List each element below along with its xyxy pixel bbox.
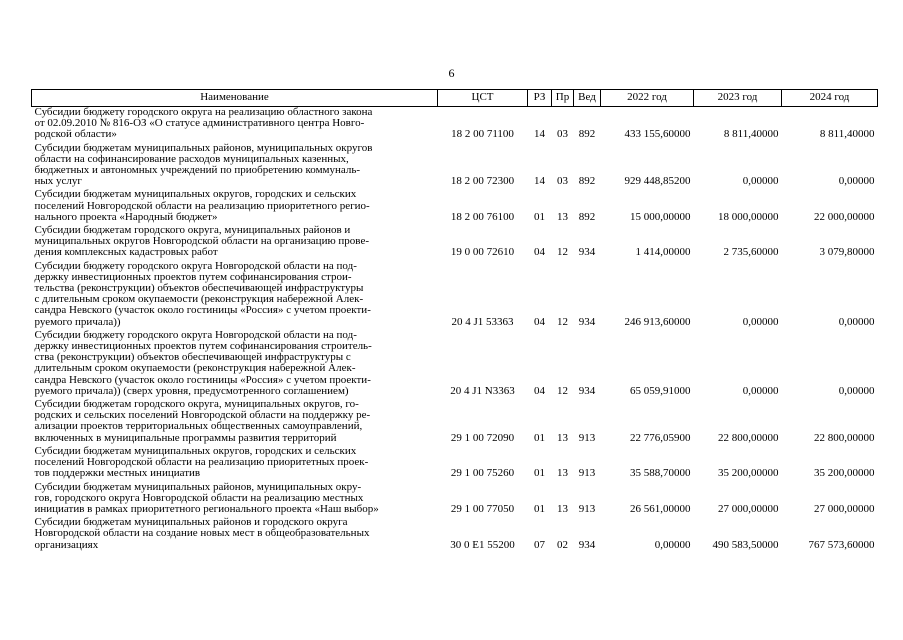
cell-2023: 0,00000	[742, 384, 779, 397]
name-line: родских и сельских поселений Новгородской области на поддержку ре-	[34, 409, 371, 422]
header-cst: ЦСТ	[438, 90, 528, 107]
cell-2024: 22 800,00000	[814, 431, 875, 444]
cell-pr: 03	[557, 175, 568, 188]
name-line: Субсидии бюджетам муниципальных районов, муниципальных окру-	[34, 480, 362, 493]
cell-ved: 892	[578, 210, 596, 223]
header-2023: 2023 год	[694, 90, 782, 107]
name-line: инициатив в рамках приоритетного регионального проекта «Наш выбор»	[34, 502, 379, 515]
cell-cst: 20 4 J1 N3363	[450, 384, 515, 397]
cell-cst: 29 1 00 72090	[450, 431, 515, 444]
cell-pr: 13	[557, 502, 568, 515]
cell-pr: 02	[557, 538, 568, 551]
name-line: ализации проектов территориальных общественных самоуправлений,	[34, 420, 363, 433]
name-line: руемого причала))	[34, 315, 121, 328]
cell-name	[32, 446, 438, 482]
cell-ved: 934	[578, 246, 596, 259]
cell-pr: 03	[557, 128, 568, 141]
name-line: родской области»	[34, 128, 117, 141]
cell-rz: 01	[534, 467, 545, 480]
budget-table	[31, 89, 878, 553]
cell-rz: 04	[534, 246, 545, 259]
cell-rz: 04	[534, 315, 545, 328]
cell-cst: 30 0 E1 55200	[450, 538, 515, 551]
name-line: тов поддержки местных инициатив	[34, 467, 201, 480]
cell-2022: 26 561,00000	[630, 502, 691, 515]
name-line: Субсидии бюджетам городского округа, муниципальных округов, го-	[34, 398, 359, 411]
cell-cst: 18 2 00 72300	[450, 175, 515, 188]
cell-2024: 767 573,60000	[808, 538, 875, 551]
cell-cst: 19 0 00 72610	[450, 246, 515, 259]
name-line: Субсидии бюджетам городского округа, муниципальных районов и	[34, 224, 351, 237]
cell-2023: 0,00000	[742, 315, 779, 328]
cell-2024: 22 000,00000	[814, 210, 875, 223]
cell-rz: 14	[534, 128, 545, 141]
cell-2022: 433 155,60000	[624, 128, 691, 141]
cell-name	[32, 330, 438, 399]
cell-rz: 01	[534, 210, 545, 223]
cell-ved: 934	[578, 538, 596, 551]
name-line: нального проекта «Народный бюджет»	[34, 210, 218, 223]
table-row	[32, 517, 878, 553]
cell-2022: 1 414,00000	[635, 246, 691, 259]
cell-pr: 12	[557, 384, 568, 397]
cell-ved: 892	[578, 175, 596, 188]
name-line: сандра Невского (участок около гостиницы «Россия» с учетом проекти-	[34, 304, 371, 317]
header-2024: 2024 год	[782, 90, 878, 107]
header-ved: Вед	[574, 90, 601, 107]
cell-rz: 14	[534, 175, 545, 188]
cell-2023: 2 735,60000	[723, 246, 779, 259]
cell-rz: 07	[534, 538, 545, 551]
cell-cst: 18 2 00 71100	[451, 128, 514, 141]
cell-pr: 12	[557, 246, 568, 259]
name-line: держку инвестиционных проектов путем софинансирования строитель-	[34, 340, 372, 353]
cell-name	[32, 517, 438, 553]
cell-name	[32, 189, 438, 225]
cell-2024: 35 200,00000	[814, 467, 875, 480]
name-line: гов, городского округа Новгородской области на реализацию местных	[34, 491, 364, 504]
name-line: длительным сроком окупаемости (реконструкция набережной Алек-	[34, 362, 356, 375]
table-header-row	[32, 90, 878, 107]
table-row	[32, 446, 878, 482]
name-line: ных услуг	[34, 175, 82, 188]
cell-cst: 29 1 00 77050	[450, 502, 515, 515]
cell-name	[32, 143, 438, 190]
cell-rz: 01	[534, 502, 545, 515]
cell-2022: 246 913,60000	[624, 315, 691, 328]
name-line: Субсидии бюджетам муниципальных округов, городских и сельских	[34, 444, 357, 457]
cell-2023: 22 800,00000	[718, 431, 779, 444]
name-line: включенных в муниципальные программы развития территорий	[34, 431, 337, 444]
cell-pr: 13	[557, 431, 568, 444]
name-line: Субсидии бюджетам муниципальных районов, муниципальных округов	[34, 141, 373, 154]
cell-name	[32, 107, 438, 143]
name-line: держку инвестиционных проектов путем софинансирования строи-	[34, 270, 352, 283]
cell-2022: 35 588,70000	[630, 467, 691, 480]
name-line: поселений Новгородской области на реализацию приоритетных проек-	[34, 456, 369, 469]
cell-2023: 0,00000	[742, 175, 779, 188]
cell-pr: 12	[557, 315, 568, 328]
cell-2024: 8 811,40000	[819, 128, 875, 141]
name-line: с длительным сроком окупаемости (реконструкция набережной Алек-	[34, 293, 364, 306]
table-row	[32, 330, 878, 399]
cell-2023: 18 000,00000	[718, 210, 779, 223]
cell-ved: 913	[578, 467, 596, 480]
name-line: Новгородской области на создание новых мест в общеобразовательных	[34, 527, 370, 540]
cell-2022: 22 776,05900	[630, 431, 691, 444]
name-line: Субсидии бюджету городского округа на реализацию областного закона	[34, 106, 373, 118]
page-number: 6	[448, 66, 455, 80]
cell-2022: 65 059,91000	[630, 384, 691, 397]
table-row	[32, 482, 878, 518]
cell-2024: 27 000,00000	[814, 502, 875, 515]
table-row	[32, 261, 878, 330]
header-rz: РЗ	[528, 90, 552, 107]
cell-2023: 35 200,00000	[718, 467, 779, 480]
cell-pr: 13	[557, 210, 568, 223]
cell-ved: 934	[578, 384, 596, 397]
cell-2022: 0,00000	[654, 538, 691, 551]
name-line: Субсидии бюджету городского округа Новгородской области на под-	[34, 259, 357, 272]
name-line: сандра Невского (участок около гостиницы «Россия» с учетом проекти-	[34, 373, 371, 386]
cell-2023: 27 000,00000	[718, 502, 779, 515]
table-row	[32, 143, 878, 190]
cell-cst: 29 1 00 75260	[450, 467, 515, 480]
cell-cst: 20 4 J1 53363	[451, 315, 514, 328]
cell-2022: 15 000,00000	[630, 210, 691, 223]
cell-rz: 04	[534, 384, 545, 397]
name-line: Субсидии бюджету городского округа Новгородской области на под-	[34, 328, 357, 341]
cell-ved: 934	[578, 315, 596, 328]
header-pr: Пр	[552, 90, 574, 107]
table-row	[32, 189, 878, 225]
name-line: поселений Новгородской области на реализацию приоритетного регио-	[34, 199, 370, 212]
cell-2024: 0,00000	[838, 315, 875, 328]
cell-ved: 913	[578, 431, 596, 444]
header-2022: 2022 год	[601, 90, 694, 107]
header-name: Наименование	[32, 90, 438, 107]
cell-2022: 929 448,85200	[624, 175, 691, 188]
name-line: бюджетных и автономных учреждений по приобретению коммуналь-	[34, 164, 361, 177]
cell-name	[32, 261, 438, 330]
name-line: области на софинансирование расходов муниципальных казенных,	[34, 152, 349, 165]
table-row	[32, 399, 878, 446]
name-line: муниципальных округов Новгородской области на организацию прове-	[34, 235, 369, 248]
name-line: организациях	[34, 538, 99, 551]
table-row	[32, 107, 878, 143]
cell-name	[32, 225, 438, 261]
cell-ved: 913	[578, 502, 596, 515]
cell-2024: 3 079,80000	[819, 246, 875, 259]
cell-ved: 892	[578, 128, 596, 141]
cell-name	[32, 482, 438, 518]
name-line: от 02.09.2010 № 816-ОЗ «О статусе административного центра Новго-	[34, 117, 365, 130]
name-line: руемого причала)) (сверх уровня, предусмотренного соглашением)	[34, 384, 349, 397]
cell-rz: 01	[534, 431, 545, 444]
table-row	[32, 225, 878, 261]
name-line: дения комплексных кадастровых работ	[34, 246, 218, 259]
cell-2023: 490 583,50000	[712, 538, 779, 551]
name-line: тельства (реконструкции) объектов обеспечивающей инфраструктуры	[34, 282, 364, 295]
cell-pr: 13	[557, 467, 568, 480]
cell-2024: 0,00000	[838, 175, 875, 188]
name-line: Субсидии бюджетам муниципальных округов, городских и сельских	[34, 188, 357, 201]
cell-2024: 0,00000	[838, 384, 875, 397]
name-line: ства (реконструкции) объектов обеспечивающей инфраструктуры с	[34, 351, 351, 364]
cell-cst: 18 2 00 76100	[450, 210, 515, 223]
name-line: Субсидии бюджетам муниципальных районов и городского округа	[34, 516, 348, 529]
cell-2023: 8 811,40000	[723, 128, 779, 141]
cell-name	[32, 399, 438, 446]
